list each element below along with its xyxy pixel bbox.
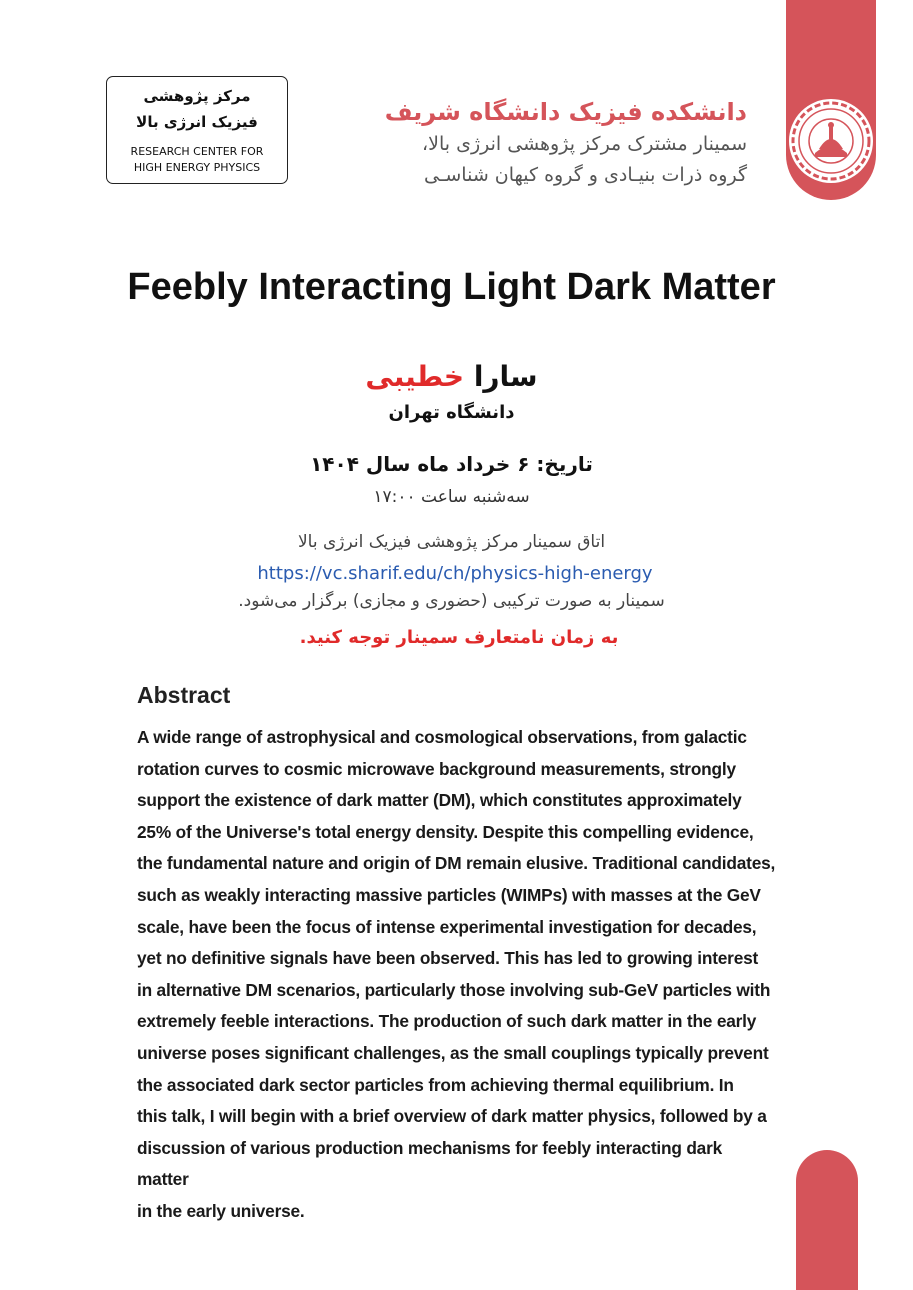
abstract-line: the fundamental nature and origin of DM remain elusive. Traditional candidates, <box>137 853 776 874</box>
abstract-line: rotation curves to cosmic microwave background measurements, strongly <box>137 758 736 779</box>
abstract-line: in alternative DM scenarios, particularly those involving sub-GeV particles with <box>137 979 771 1000</box>
time-notice: به زمان نامتعارف سمینار توجه کنید. <box>299 627 619 648</box>
talk-title: Feebly Interacting Light Dark Matter <box>127 266 776 308</box>
seminar-organizers-line2: گروه ذرات بنیـادی و گروه کیهان شناسـی <box>423 164 747 186</box>
abstract-text <box>137 722 777 1228</box>
bottom-accent-bar <box>796 1150 858 1290</box>
research-center-fa-line2: فیزیک انرژی بالا <box>136 113 258 131</box>
abstract-line: the associated dark sector particles from achieving thermal equilibrium. In <box>137 1074 734 1095</box>
speaker-affiliation: دانشگاه تهران <box>388 402 515 423</box>
speaker-first-name: سارا <box>473 360 538 393</box>
research-center-en-line2: HIGH ENERGY PHYSICS <box>133 161 261 174</box>
seminar-organizers-line1: سمینار مشترک مرکز پژوهشی انرژی بالا، <box>422 133 747 155</box>
seminar-date: تاریخ: ۶ خرداد ماه سال ۱۴۰۴ <box>310 452 593 476</box>
seminar-time: سه‌شنبه ساعت ۱۷:۰۰ <box>373 487 530 507</box>
faculty-header <box>327 95 747 191</box>
abstract-line: yet no definitive signals have been observed. This has led to growing interest <box>137 948 759 969</box>
abstract-line: such as weakly interacting massive particles (WIMPs) with masses at the GeV <box>137 884 761 905</box>
sharif-university-emblem-icon <box>789 99 873 183</box>
abstract-line: 25% of the Universe's total energy density. Despite this compelling evidence, <box>137 821 754 842</box>
abstract-heading: Abstract <box>137 682 231 708</box>
research-center-logo <box>106 76 288 184</box>
faculty-name: دانشکده فیزیک دانشگاه شریف <box>384 98 747 126</box>
abstract-line: discussion of various production mechanisms for feebly interacting dark matter <box>137 1137 723 1190</box>
seminar-room: اتاق سمینار مرکز پژوهشی فیزیک انرژی بالا <box>297 532 606 552</box>
speaker-name <box>0 360 903 393</box>
online-meeting-link[interactable]: https://vc.sharif.edu/ch/physics-high-energy <box>257 563 653 584</box>
abstract-line: extremely feeble interactions. The production of such dark matter in the early <box>137 1011 757 1032</box>
abstract-line: universe poses significant challenges, as the small couplings typically prevent <box>137 1042 769 1063</box>
abstract-line: scale, have been the focus of intense experimental investigation for decades, <box>137 916 757 937</box>
abstract-line: A wide range of astrophysical and cosmological observations, from galactic <box>137 727 747 747</box>
speaker-last-name: خطیبی <box>365 360 465 393</box>
research-center-fa-line1: مرکز پژوهشی <box>143 87 251 105</box>
research-center-en-line1: RESEARCH CENTER FOR <box>130 145 264 158</box>
abstract-line: in the early universe. <box>137 1200 305 1221</box>
abstract-line: this talk, I will begin with a brief overview of dark matter physics, followed by a <box>137 1106 767 1127</box>
seminar-format: سمینار به صورت ترکیبی (حضوری و مجازی) برگزار می‌شود. <box>238 591 665 611</box>
abstract-line: support the existence of dark matter (DM), which constitutes approximately <box>137 790 742 811</box>
